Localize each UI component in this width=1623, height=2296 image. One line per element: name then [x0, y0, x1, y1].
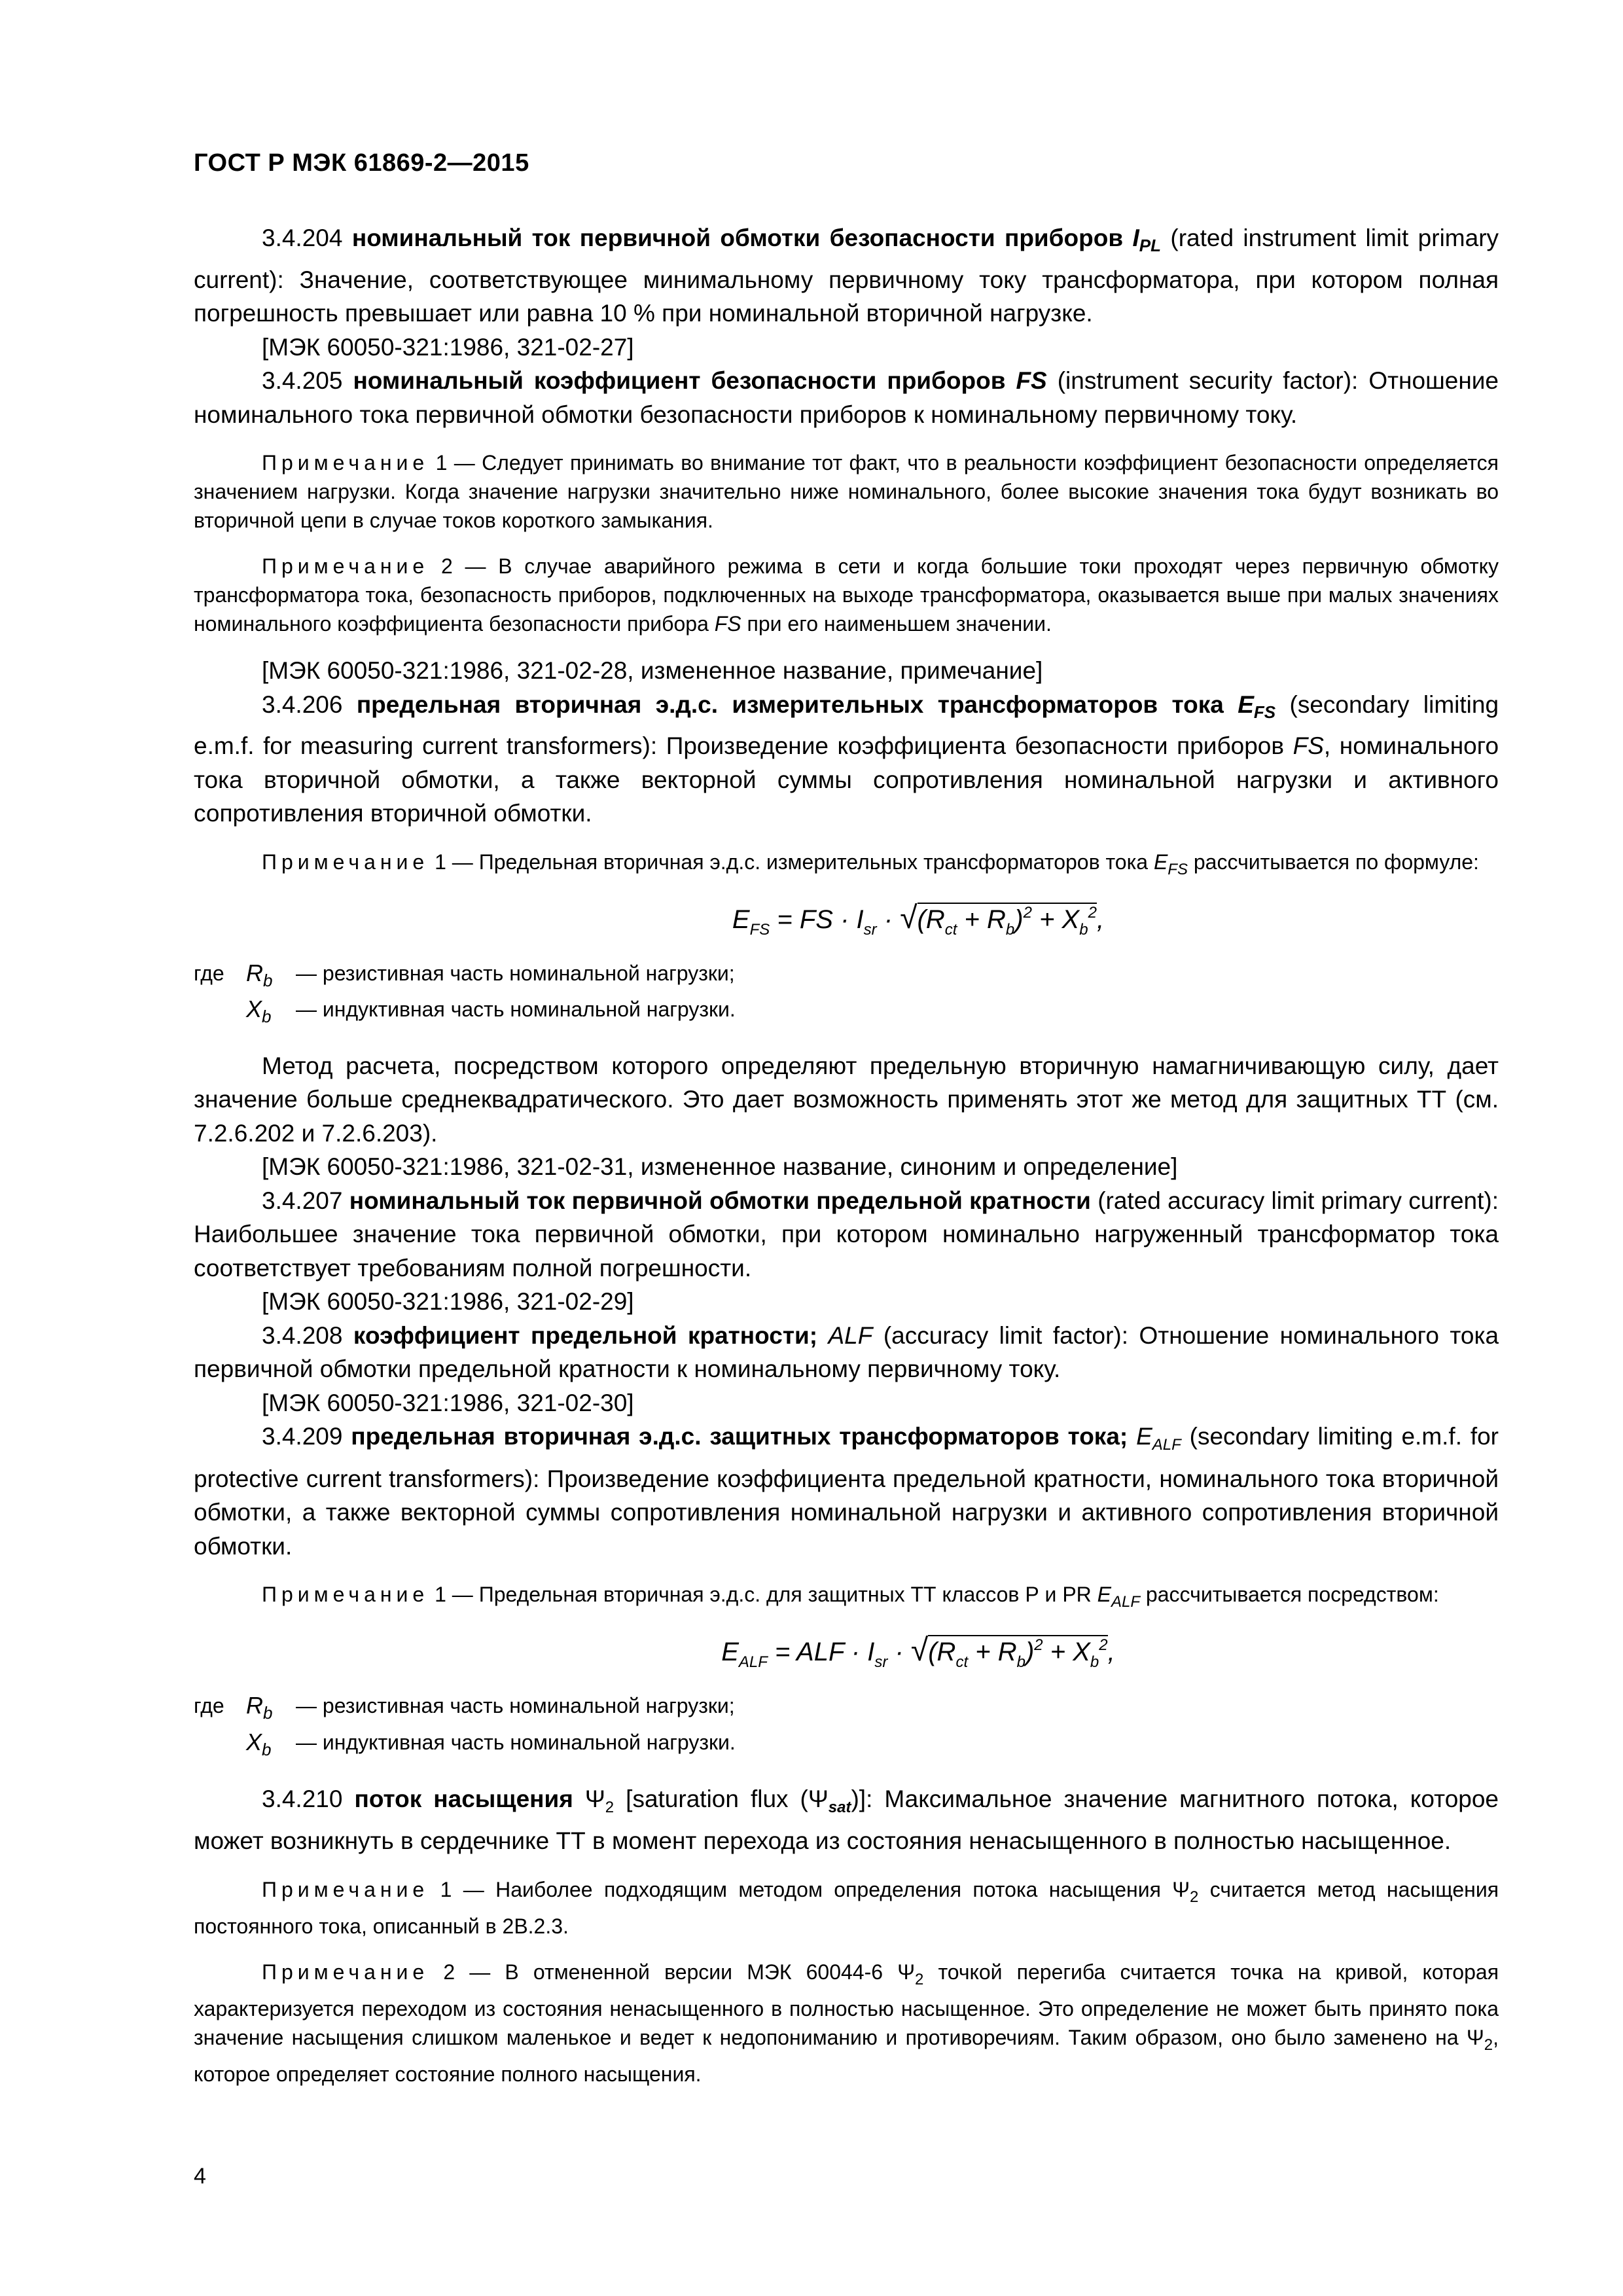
term-symbol: FS	[1016, 367, 1047, 394]
document-header: ГОСТ Р МЭК 61869-2—2015	[194, 149, 529, 177]
english-term: (rated instrument limit primary current):	[194, 224, 1499, 293]
clause-source: [МЭК 60050-321:1986, 321-02-28, измененное название, примечание]	[262, 657, 1043, 684]
clause-number: 3.4.210	[262, 1785, 343, 1812]
note-label: Примечание	[262, 850, 429, 874]
definition: Отношение номинального тока первичной обмотки предельной кратности к номинальному первичному току.	[194, 1321, 1499, 1383]
term: предельная вторичная э.д.с. измерительных трансформаторов тока	[356, 691, 1224, 718]
note	[194, 1580, 1499, 1617]
note-symbol: $\Psi_2$	[897, 1960, 924, 1988]
note	[194, 552, 1499, 638]
definition: Произведение коэффициента безопасности приборов	[666, 732, 1285, 759]
note	[194, 448, 1499, 535]
clause-source: [МЭК 60050-321:1986, 321-02-31, измененное название, синоним и определение]	[262, 1153, 1178, 1181]
note-text: 1 — Следует принимать во внимание тот факт, что в реальности коэффициент безопасности определяется значением нагрузки. Когда значение нагрузки значительно ниже номинального, более высокие значения тока будут возникать во вторичной цепи в случае токов короткого замыкания.	[194, 451, 1499, 532]
where-text: — индуктивная часть номинальной нагрузки.	[296, 1730, 736, 1754]
where-text: — резистивная часть номинальной нагрузки;	[296, 1694, 735, 1718]
note-text: 1 — Предельная вторичная э.д.с. измерительных трансформаторов тока	[435, 850, 1149, 874]
definition: , номинального тока вторичной обмотки, а также векторной суммы сопротивления номинальной нагрузки и активного сопротивления вторичной обмотки.	[194, 732, 1499, 827]
note-label: Примечание	[262, 451, 429, 475]
where-symbol: $R_b$	[246, 959, 273, 990]
english-term: [saturation flux $(\Psi_{sat})$]:	[626, 1785, 873, 1816]
note-text: 2 — В случае аварийного режима в сети и когда большие токи проходят через первичную обмотку трансформатора тока, безопасность приборов, подключенных на выходе трансформатора, оказывается выше при малых значениях номинального коэффициента безопасности прибора	[194, 554, 1499, 636]
where-symbol: $X_b$	[246, 995, 272, 1026]
note-symbol: $\Psi_2$	[1467, 2025, 1493, 2054]
note-text: точкой перегиба считается точка на кривой, которая характеризуется переходом из состояния ненасыщенного в полностью насыщенное. Это определение не может быть принято пока значение насыщения слишком маленькое и ведет к недопониманию и противоречиям. Таким образом, оно было заменено на	[194, 1960, 1499, 2049]
english-term: (instrument security factor):	[1057, 367, 1359, 394]
definition: Наибольшее значение тока первичной обмотки, при котором номинально нагруженный трансформатор тока соответствует требованиям полной погрешности.	[194, 1221, 1499, 1282]
term: поток насыщения	[354, 1785, 573, 1812]
note-label: Примечание	[262, 1877, 429, 1901]
clause-number: 3.4.205	[262, 367, 343, 394]
where-list	[194, 1691, 1499, 1763]
note-text: , которое определяет состояние полного насыщения.	[194, 2025, 1499, 2086]
method-paragraph: Метод расчета, посредством которого определяют предельную вторичную намагничивающую силу, дает значение больше среднеквадратического. Это дает возможность применять этот же метод для защитных ТТ (см. 7.2.6.202 и 7.2.6.203).	[194, 1052, 1499, 1147]
term: номинальный ток первичной обмотки предельной кратности	[349, 1187, 1091, 1214]
english-term: (secondary limiting e.m.f. for protective current transformers):	[194, 1423, 1499, 1492]
note-label: Примечание	[262, 1583, 429, 1607]
term-symbol: ALF	[828, 1321, 873, 1349]
clause-number: 3.4.206	[262, 691, 343, 718]
where-symbol: $R_b$	[246, 1692, 273, 1723]
note	[194, 848, 1499, 884]
note-symbol: $\Psi_2$	[1172, 1877, 1199, 1906]
note-symbol: FS	[714, 612, 741, 636]
term-symbol: $E_{FS}$	[1238, 691, 1276, 722]
definition: Значение, соответствующее минимальному первичному току трансформатора, при котором полная погрешность превышает или равна 10 % при номинальной вторичной нагрузке.	[194, 266, 1499, 327]
where-symbol: $X_b$	[246, 1728, 272, 1759]
note-text: рассчитывается посредством:	[1145, 1583, 1439, 1607]
note-symbol: $E_{ALF}$	[1097, 1583, 1141, 1611]
clause-3-4-207	[194, 1184, 1499, 1285]
term-symbol: $\Psi_2$	[584, 1785, 615, 1816]
english-term: (rated accuracy limit primary current):	[1097, 1187, 1499, 1214]
formula-ealf: $E_{ALF}$ = ALF · $I_{sr} \cdot √(R_{ct} + R_b)^2 + X_b^2$,	[721, 1633, 1115, 1672]
clause-number: 3.4.207	[262, 1187, 343, 1214]
clause-source: [МЭК 60050-321:1986, 321-02-27]	[262, 333, 634, 361]
term-symbol: $E_{ALF}$	[1136, 1423, 1181, 1454]
definition: Отношение номинального тока первичной обмотки безопасности приборов к номинальному первичному току.	[194, 367, 1499, 428]
page-number: 4	[194, 2164, 206, 2189]
term: коэффициент предельной кратности;	[353, 1321, 818, 1349]
formula-efs: $E_{FS}$ = FS · $I_{sr} \cdot √(R_{ct} + R_b)^2 + X_b^2$,	[732, 900, 1105, 939]
note	[194, 1875, 1499, 1941]
note-label: Примечание	[262, 554, 429, 578]
english-term: (accuracy limit factor):	[883, 1321, 1129, 1349]
definition-symbol: FS	[1293, 732, 1324, 759]
note	[194, 1958, 1499, 2089]
clause-3-4-209	[194, 1420, 1499, 1563]
clause-3-4-205	[194, 364, 1499, 431]
clause-3-4-204	[194, 221, 1499, 331]
where-text: — индуктивная часть номинальной нагрузки.	[296, 997, 736, 1021]
note-text: при его наименьшем значении.	[747, 612, 1052, 636]
document-body	[194, 221, 1499, 2104]
term: номинальный коэффициент безопасности приборов	[353, 367, 1006, 394]
definition: Максимальное значение магнитного потока, которое может возникнуть в сердечнике ТТ в момент перехода из состояния ненасыщенного в полностью насыщенное.	[194, 1785, 1499, 1855]
note-label: Примечание	[262, 1960, 429, 1984]
where-label: где	[194, 1694, 224, 1718]
clause-source: [МЭК 60050-321:1986, 321-02-29]	[262, 1288, 634, 1316]
clause-number: 3.4.209	[262, 1423, 343, 1450]
clause-3-4-210	[194, 1782, 1499, 1858]
term-symbol: $I_{PL}$	[1132, 224, 1161, 255]
english-term: (secondary limiting e.m.f. for measuring current transformers):	[194, 691, 1499, 759]
where-text: — резистивная часть номинальной нагрузки;	[296, 961, 735, 985]
note-symbol: $E_{FS}$	[1153, 850, 1188, 878]
where-label: где	[194, 961, 224, 985]
where-list	[194, 959, 1499, 1031]
note-text: рассчитывается по формуле:	[1193, 850, 1479, 874]
term: номинальный ток первичной обмотки безопасности приборов	[351, 224, 1124, 251]
term: предельная вторичная э.д.с. защитных трансформаторов тока;	[351, 1423, 1128, 1450]
definition: Произведение коэффициента предельной кратности, номинального тока вторичной обмотки, а также векторной суммы сопротивления номинальной нагрузки и активного сопротивления вторичной обмотки.	[194, 1465, 1499, 1560]
clause-3-4-208	[194, 1319, 1499, 1386]
note-text: считается метод насыщения постоянного тока, описанный в 2В.2.3.	[194, 1877, 1499, 1938]
clause-number: 3.4.204	[262, 224, 343, 251]
note-text: 1 — Наиболее подходящим методом определения потока насыщения	[440, 1877, 1161, 1901]
note-text: 2 — В отмененной версии МЭК 60044-6	[443, 1960, 883, 1984]
clause-number: 3.4.208	[262, 1321, 343, 1349]
clause-3-4-206	[194, 688, 1499, 831]
note-text: 1 — Предельная вторичная э.д.с. для защитных ТТ классов Р и PR	[435, 1583, 1092, 1607]
clause-source: [МЭК 60050-321:1986, 321-02-30]	[262, 1389, 634, 1416]
